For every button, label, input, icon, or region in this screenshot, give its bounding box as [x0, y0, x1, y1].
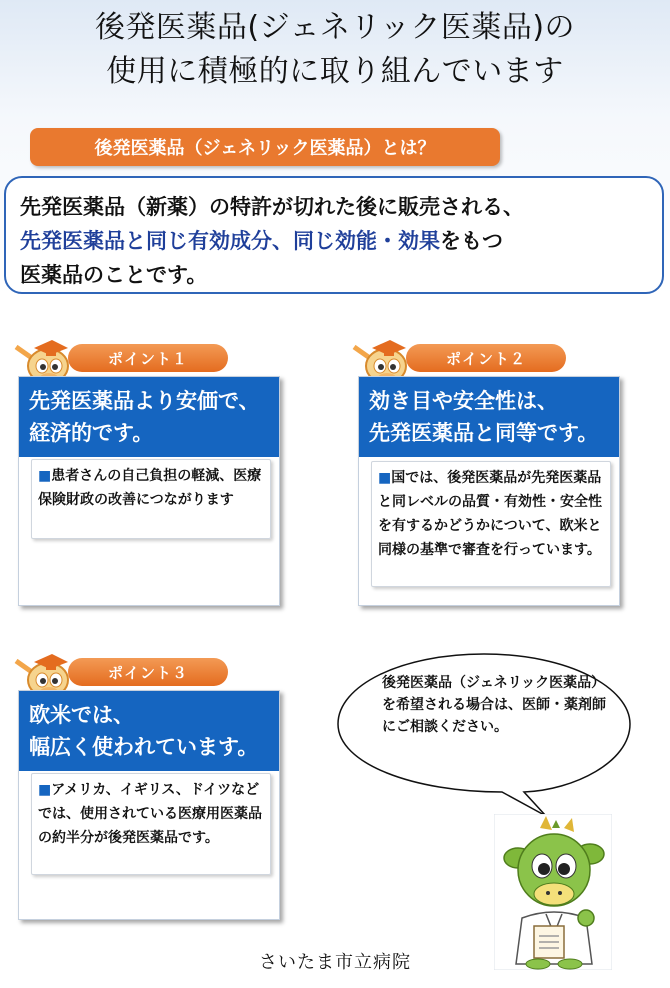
point-3-title — [19, 691, 279, 771]
definition-line-3: 医薬品のことです。 — [20, 263, 208, 287]
point-3-tab: ポイント３ — [68, 658, 228, 686]
page-title — [0, 6, 670, 94]
point-2-body-text: 国では、後発医薬品が先発医薬品と同レベルの品質・有効性・安全性を有するかどうかについて、欧米と同様の基準で審査を行っています。 — [378, 470, 602, 558]
square-bullet-icon: ■ — [378, 470, 392, 486]
point-2-title-line-2: 先発医薬品と同等です。 — [369, 421, 599, 445]
point-3-body-text: アメリカ、イギリス、ドイツなどでは、使用されている医療用医薬品の約半分が後発医薬品です。 — [38, 782, 262, 846]
definition-line-1: 先発医薬品（新薬）の特許が切れた後に販売される、 — [20, 195, 524, 219]
point-1-body — [31, 459, 271, 539]
point-3-title-line-1: 欧米では、 — [29, 703, 134, 727]
square-bullet-icon: ■ — [38, 782, 52, 798]
dragon-mascot-icon — [494, 814, 612, 970]
point-2-title-line-1: 効き目や安全性は、 — [369, 389, 558, 413]
point-3-body — [31, 773, 271, 875]
point-3-title-line-2: 幅広く使われています。 — [29, 735, 259, 759]
point-2-card — [358, 376, 620, 606]
point-2-tab: ポイント２ — [406, 344, 566, 372]
title-line-1: 後発医薬品(ジェネリック医薬品)の — [94, 10, 576, 45]
point-1-card — [18, 376, 280, 606]
point-1-body-text: 患者さんの自己負担の軽減、医療保険財政の改善につながります — [38, 468, 262, 508]
point-1-title — [19, 377, 279, 457]
point-2-title — [359, 377, 619, 457]
definition-box — [4, 176, 664, 294]
bubble-text: 後発医薬品（ジェネリック医薬品）を希望される場合は、医師・薬剤師にご相談ください。 — [382, 675, 606, 735]
definition-highlight: 先発医薬品と同じ有効成分、同じ効能・効果 — [20, 229, 440, 253]
point-1-title-line-1: 先発医薬品より安価で、 — [29, 389, 260, 413]
question-tab: 後発医薬品（ジェネリック医薬品）とは？ — [30, 128, 500, 166]
hospital-name: さいたま市立病院 — [259, 952, 411, 973]
point-1-tab: ポイント１ — [68, 344, 228, 372]
definition-line-2 — [20, 224, 648, 258]
point-2-body — [371, 461, 611, 587]
square-bullet-icon: ■ — [38, 468, 52, 484]
definition-line-2-rest: をもつ — [440, 229, 503, 253]
point-1-title-line-2: 経済的です。 — [29, 421, 154, 445]
title-line-2: 使用に積極的に取り組んでいます — [106, 54, 564, 89]
point-3-card — [18, 690, 280, 920]
